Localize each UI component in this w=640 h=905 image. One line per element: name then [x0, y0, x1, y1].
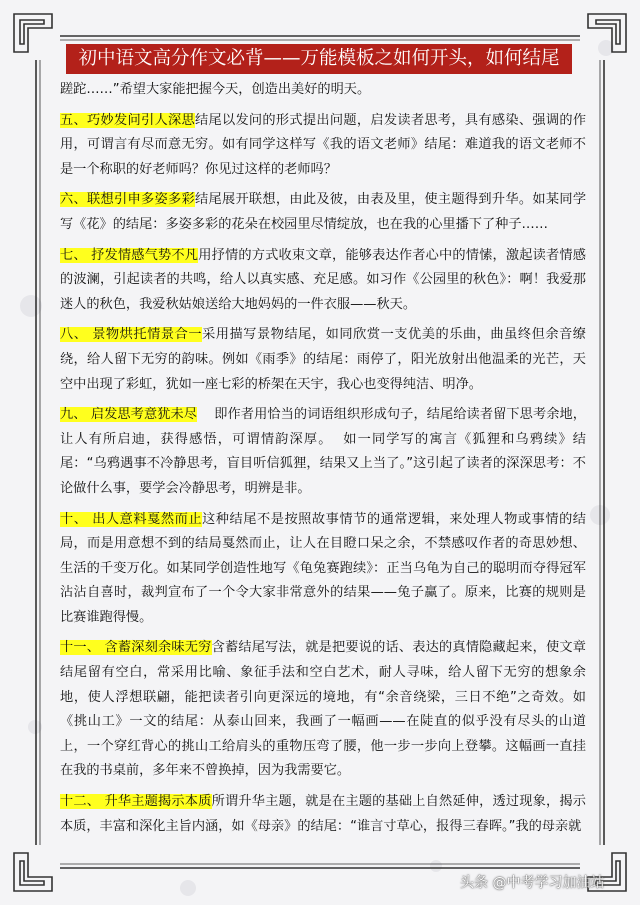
- article-body: [60, 78, 586, 845]
- section-7: [60, 244, 586, 318]
- section-body: 含蓄结尾写法，就是把要说的话、表达的真情隐藏起来，使文章结尾留有空白，常采用比喻、象征手法和空白艺术，耐人寻味，给人留下无穷的想象余地，使人浮想联翩，能把读者引向更深远的境地，有“余音绕梁，三日不绝”之奇效。如《挑山工》一文的结尾：从泰山回来，我画了一幅画——在陡直的似乎没有尽头的山道上，一个穿红背心的挑山工给肩头的重物压弯了腰，他一步一步向上登攀。这幅画一直挂在我的书桌前，多年来不曾换掉，因为我需要它。: [60, 640, 586, 779]
- section-6: [60, 188, 586, 237]
- section-heading: 六、联想引申多姿多彩: [60, 192, 195, 208]
- page-title: 初中语文高分作文必背——万能模板之如何开头，如何结尾: [66, 44, 572, 74]
- section-heading: 十一、 含蓄深刻余味无穷: [60, 640, 212, 656]
- section-8: [60, 323, 586, 397]
- section-12: [60, 790, 586, 839]
- section-9: [60, 403, 586, 501]
- section-11: [60, 636, 586, 784]
- section-5: [60, 109, 586, 183]
- section-heading: 九、 启发思考意犹未尽: [60, 407, 198, 423]
- watermark: 头条 @中考学习加油站: [460, 875, 605, 891]
- section-body: 这种结尾不是按照故事情节的通常逻辑，来处理人物或事情的结局，而是用意想不到的结局戛然而止，让人在目瞪口呆之余，不禁感叹作者的奇思妙想、生活的千变万化。如某同学创造性地写《龟兔赛跑续》：正当乌龟为自己的聪明而夺得冠军沾沾自喜时，裁判宣布了一个令大家非常意外的结果——兔子赢了。原来，比赛的规则是比赛谁跑得慢。: [60, 511, 586, 625]
- snow-dot: [28, 720, 42, 734]
- section-body: 结尾展开联想，由此及彼，由表及里，使主题得到升华。如某同学写《花》的结尾：多姿多彩的花朵在校园里尽情绽放，也在我的心里播下了种子……: [60, 192, 586, 232]
- section-body: 所谓升华主题，就是在主题的基础上自然延伸，透过现象，揭示本质，丰富和深化主旨内涵，如《母亲》的结尾：“谁言寸草心，报得三春晖。”我的母亲就: [60, 794, 586, 834]
- intro-fragment: 蹉跎……”希望大家能把握今天，创造出美好的明天。: [60, 82, 371, 97]
- snow-dot: [598, 40, 614, 56]
- snow-dot: [180, 880, 196, 896]
- section-heading: 七、 抒发情感气势不凡: [60, 247, 199, 263]
- section-10: [60, 508, 586, 631]
- section-heading: 八、 景物烘托情景合一: [60, 327, 203, 343]
- snow-dot: [20, 295, 42, 317]
- snow-dot: [430, 860, 442, 872]
- section-heading: 五、巧妙发问引人深思: [60, 112, 195, 128]
- section-heading: 十二、 升华主题揭示本质: [60, 794, 212, 810]
- snow-dot: [590, 505, 610, 525]
- section-heading: 十、 出人意料戛然而止: [60, 511, 203, 527]
- section-body: 即作者用恰当的词语组织形成句子，结尾给读者留下思考余地，让人有所启迪，获得感悟，可谓情韵深厚。 如一同学写的寓言《狐狸和乌鸦续》结尾：“乌鸦遇事不冷静思考，盲目听信狐狸，结果又上当了。”这引起了读者的深深思考：不论做什么事，要学会冷静思考，明辨是非。: [60, 407, 586, 496]
- section-body: 用抒情的方式收束文章，能够表达作者心中的情愫，激起读者情感的波澜，引起读者的共鸣，给人以真实感、充足感。如习作《公园里的秋色》：啊！我爱那迷人的秋色，我爱秋姑娘送给大地妈妈的一件衣服——秋天。: [60, 247, 586, 312]
- section-body: 结尾以发问的形式提出问题，启发读者思考，具有感染、强调的作用，可谓言有尽而意无穷。如有同学这样写《我的语文老师》结尾：难道我的语文老师不是一个称职的好老师吗？你见过这样的老师吗？: [60, 112, 586, 177]
- section-body: 采用描写景物结尾，如同欣赏一支优美的乐曲，曲虽终但余音缭绕，给人留下无穷的韵味。例如《雨季》的结尾：雨停了，阳光放射出他温柔的光芒，天空中出现了彩虹，犹如一座七彩的桥架在天宇，我心也变得纯洁、明净。: [60, 327, 586, 392]
